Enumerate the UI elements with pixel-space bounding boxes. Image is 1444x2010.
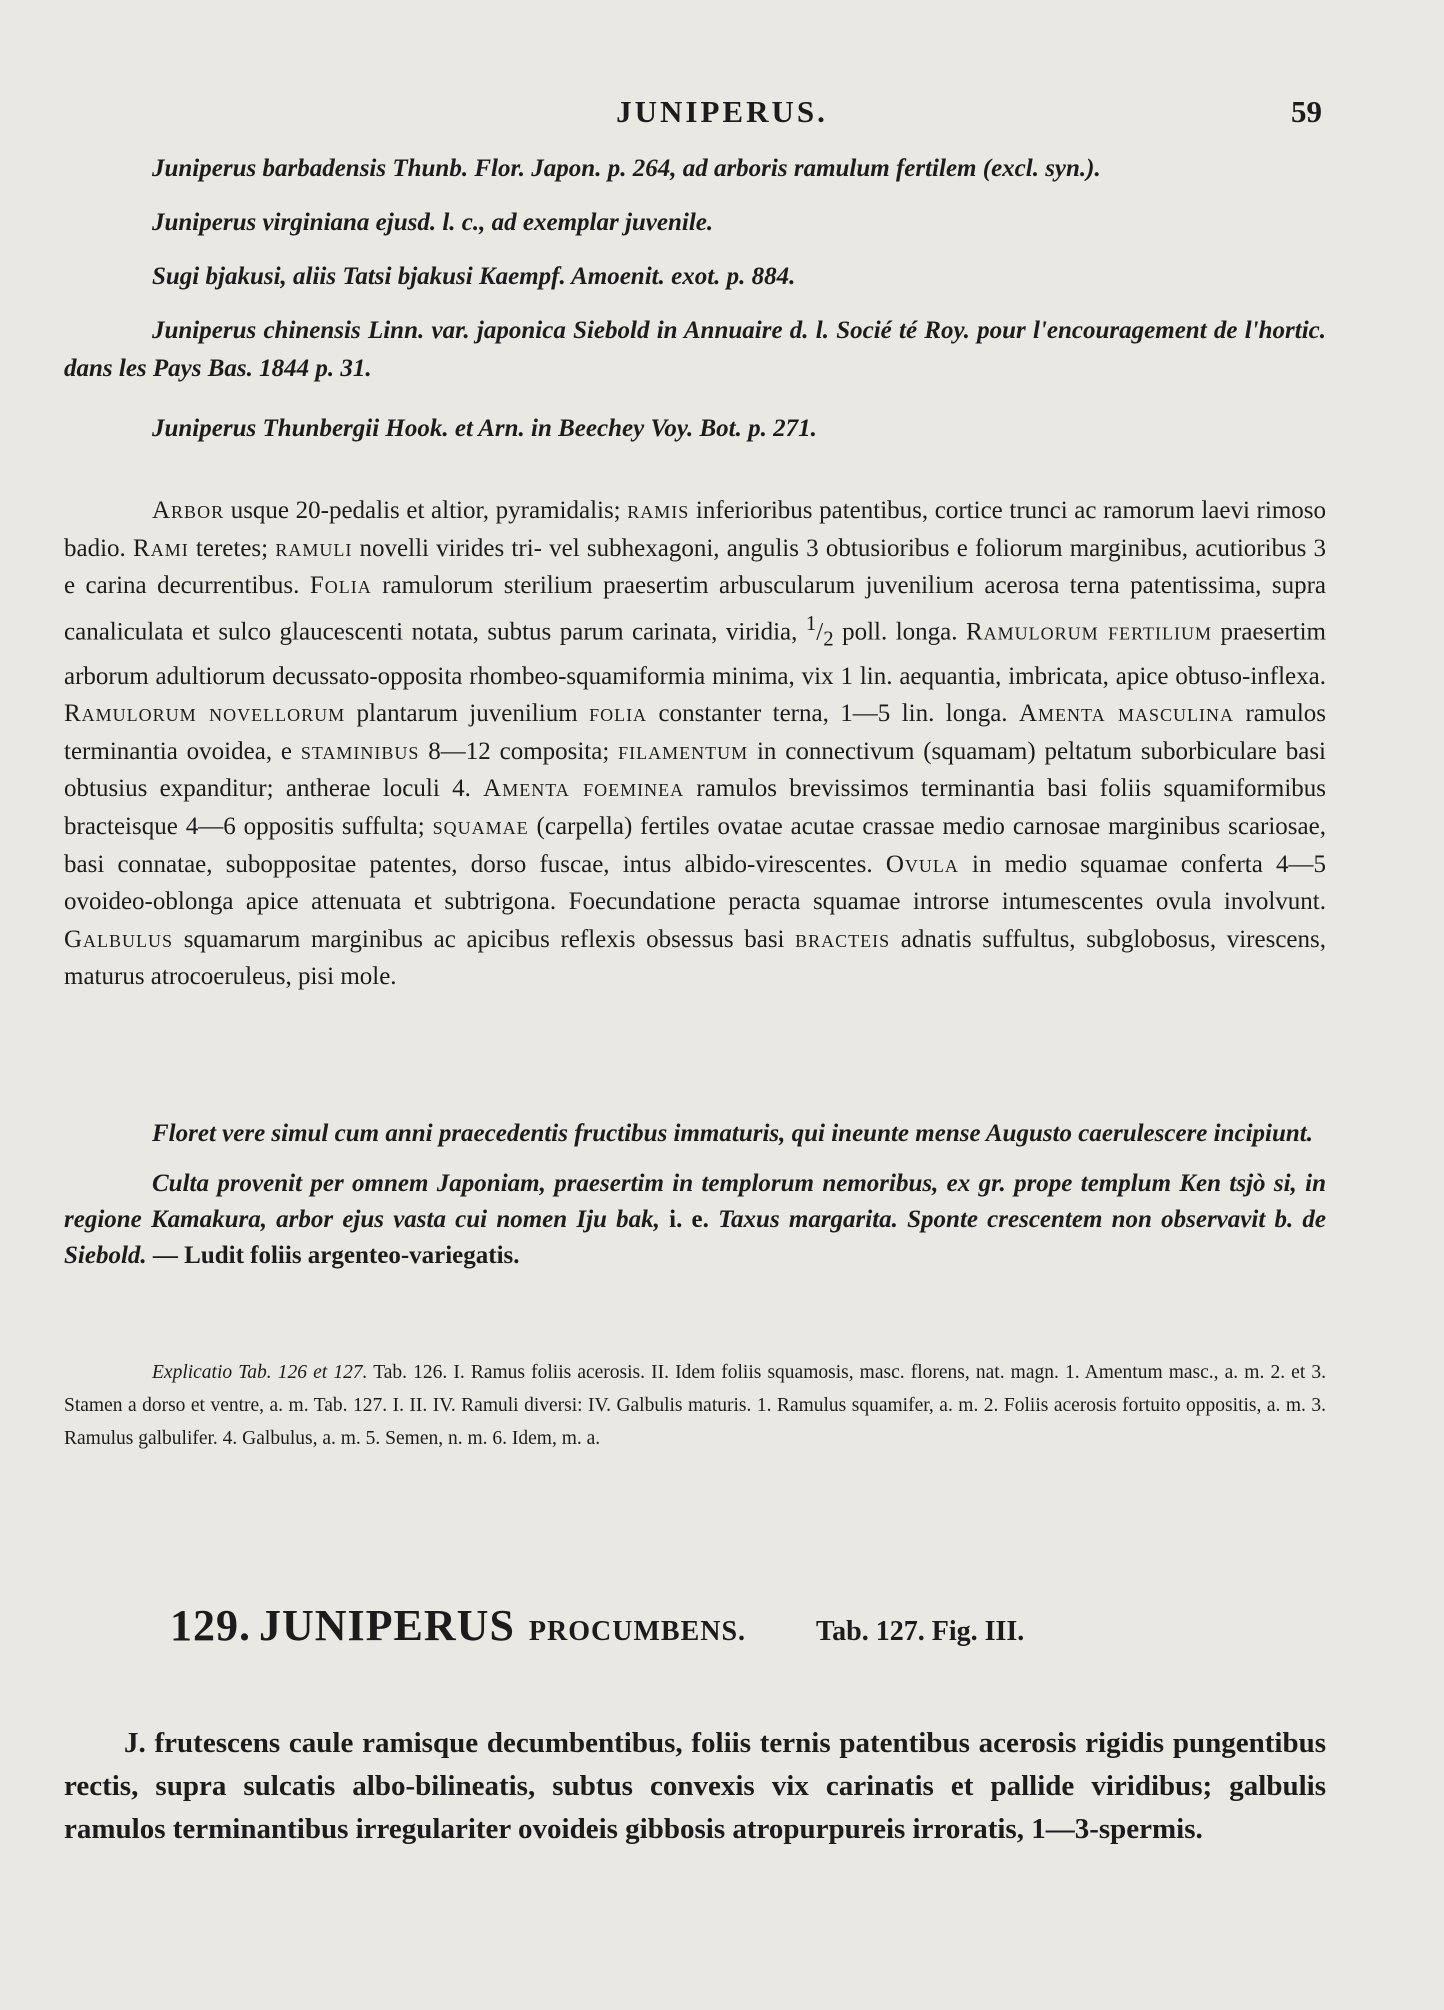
term: Rami bbox=[133, 534, 189, 562]
term: bracteis bbox=[795, 925, 891, 953]
term: Galbulus bbox=[64, 925, 174, 953]
page-header bbox=[0, 94, 1444, 134]
term: Ramulorum novellorum bbox=[64, 700, 346, 728]
genus-name: JUNIPERUS bbox=[259, 1601, 515, 1650]
cultivation-note: Culta provenit per omnem Japoniam, praesertim in templorum nemoribus, ex gr. prope templum Ken tsjò si, in regione Kamakura, arbor ejus vasta cui nomen Iju bak, i. e. Taxus margarita. Sponte crescentem non observavit b. de Siebold. — Ludit foliis argenteo-variegatis. bbox=[64, 1170, 1327, 1269]
species-heading bbox=[170, 1600, 1270, 1651]
notes-block bbox=[64, 1116, 1326, 1288]
species-diagnosis: J. frutescens caule ramisque decumbentibus, foliis ternis patentibus acerosis rigidis pungentibus rectis, supra sulcatis albo-bilineatis, subtus convexis vix carinatis et pallide viridibus; galbulis ramulos terminantibus irregulariter ovoideis gibbosis atropurpureis irroratis, 1—3-spermis. bbox=[64, 1727, 1326, 1845]
species-number: 129. bbox=[170, 1601, 251, 1650]
species-description: Arbor usque 20-pedalis et altior, pyramidalis; ramis inferioribus patentibus, cortice trunci ac ramorum laevi rimoso badio. Rami teretes; ramuli novelli virides tri- vel subhexagoni, angulis 3 obtusioribus e foliorum marginibus, acutioribus 3 e carina decurrentibus. Folia ramulorum sterilium praesertim arbuscularum juvenilium acerosa terna patentissima, supra canaliculata et sulco glaucescenti notata, subtus parum carinata, viridia, $^1/_2$ poll. longa. Ramulorum fertilium praesertim arborum adultiorum decussato-opposita rhombeo-squamiformia minima, vix 1 lin. aequantia, imbricata, apice obtuso-inflexa. Ramulorum novellorum plantarum juvenilium folia constanter terna, 1—5 lin. longa. Amenta masculina ramulos terminantia ovoidea, e staminibus 8—12 composita; filamentum in connectivum (squamam) peltatum suborbiculare basi obtusius expanditur; antherae loculi 4. Amenta foeminea ramulos brevissimos terminantia basi foliis squamiformibus bracteisque 4—6 oppositis suffulta; squamae (carpella) fertiles ovatae acutae crassae medio carnosae marginibus scariosae, basi connatae, suboppositae patentes, dorso fuscae, intus albido-virescentes. Ovula in medio squamae conferta 4—5 ovoideo-oblonga apice attenuata et subtrigona. Foecundatione peracta squamae introrse intumescentes ovula involvunt. Galbulus squamarum marginibus ac apicibus reflexis obsessus basi bracteis adnatis suffultus, subglobosus, virescens, maturus atrocoeruleus, pisi mole. bbox=[64, 497, 1327, 991]
species-epithet: PROCUMBENS. bbox=[528, 1616, 747, 1647]
fraction-numerator: 1 bbox=[805, 610, 817, 635]
term: filamentum bbox=[618, 737, 749, 765]
description-block bbox=[64, 492, 1326, 996]
term: ramuli bbox=[275, 534, 353, 562]
synonym-entry: Juniperus chinensis Linn. var. japonica Siebold in Annuaire d. l. Socié té Roy. pour l'encouragement de l'hortic. dans les Pays Bas. 1844 p. 31. bbox=[64, 317, 1326, 382]
explicatio-text: Tab. 126. I. Ramus foliis acerosis. II. Idem foliis squamosis, masc. florens, nat. magn. 1. Amentum masc., a. m. 2. et 3. Stamen a dorso et ventre, a. m. Tab. 127. I. II. IV. Ramuli diversi: IV. Galbulis maturis. 1. Ramulus squamifer, a. m. 2. Foliis acerosis fortuito oppositis, a. m. 3. Ramulus galbulifer. 4. Galbulus, a. m. 5. Semen, n. m. 6. Idem, m. a. bbox=[64, 1362, 1326, 1449]
diagnosis-block bbox=[64, 1722, 1326, 1851]
term: Amenta foeminea bbox=[483, 775, 685, 803]
term: Ovula bbox=[885, 850, 959, 878]
synonym-entry: Juniperus virginiana ejusd. l. c., ad exemplar juvenile. bbox=[152, 209, 714, 236]
synonym-entry: Juniperus Thunbergii Hook. et Arn. in Beechey Voy. Bot. p. 271. bbox=[152, 415, 817, 442]
term: Ramulorum fertilium bbox=[965, 618, 1213, 646]
term: squamae bbox=[432, 813, 529, 841]
term: Folia bbox=[309, 572, 372, 600]
synonym-entry: Juniperus barbadensis Thunb. Flor. Japon. p. 264, ad arboris ramulum fertilem (excl. syn.). bbox=[152, 155, 1101, 182]
plate-reference: Tab. 127. Fig. III. bbox=[816, 1616, 1025, 1647]
plate-explanation bbox=[64, 1356, 1326, 1455]
term: Amenta masculina bbox=[1018, 700, 1235, 728]
explicatio-label: Explicatio Tab. 126 et 127. bbox=[152, 1362, 368, 1383]
term: ramis bbox=[627, 497, 690, 524]
synonym-entry: Sugi bjakusi, aliis Tatsi bjakusi Kaempf. Amoenit. exot. p. 884. bbox=[152, 263, 796, 290]
term: Arbor bbox=[152, 497, 225, 524]
term: folia bbox=[589, 700, 648, 728]
flowering-note: Floret vere simul cum anni praecedentis fructibus immaturis, qui ineunte mense Augusto caerulescere incipiunt. bbox=[152, 1120, 1313, 1147]
fraction-denominator: 2 bbox=[823, 626, 834, 651]
term: staminibus bbox=[300, 737, 420, 765]
running-title: JUNIPERUS. bbox=[616, 94, 828, 129]
page-number: 59 bbox=[1291, 94, 1322, 129]
synonymy-list bbox=[64, 150, 1326, 464]
